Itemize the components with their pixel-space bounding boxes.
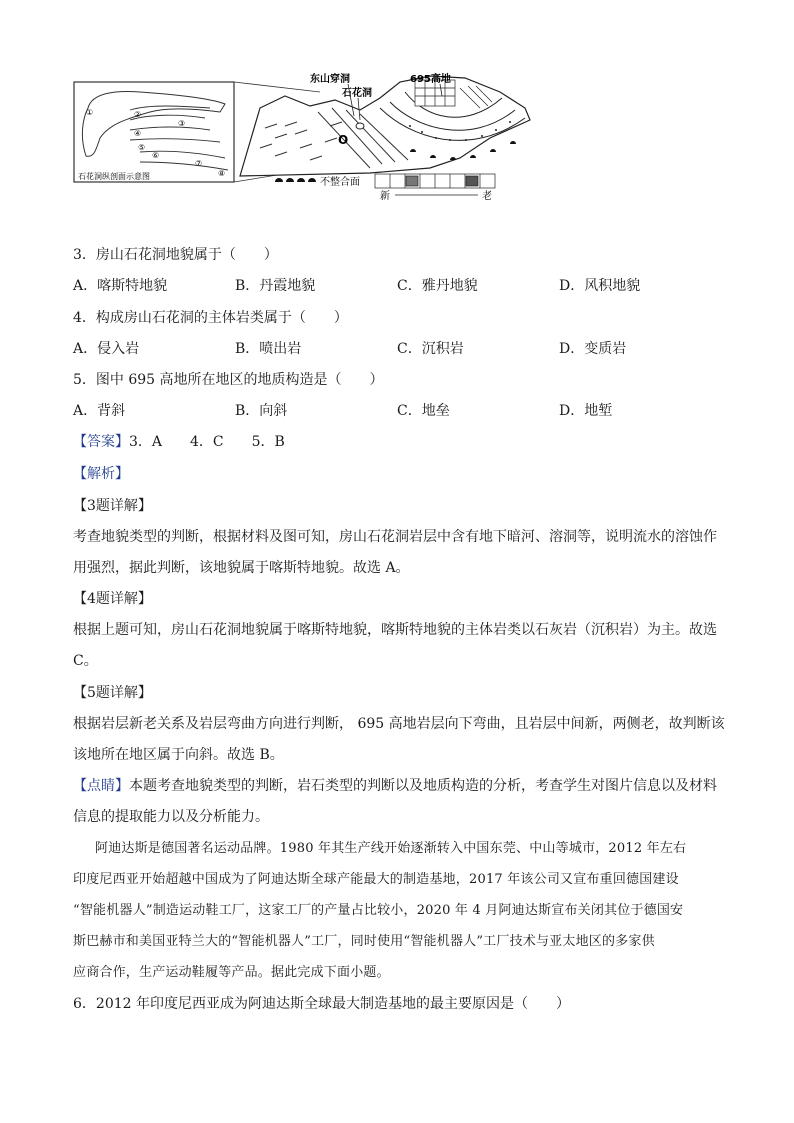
unconformity-legend [275, 178, 316, 182]
d3-line1: 考查地貌类型的判断，根据材料及图可知，房山石花洞岩层中含有地下暗河、溶洞等，说明流水的溶蚀作 [73, 529, 717, 545]
d4-line2: C。 [73, 653, 98, 669]
d4-tag: 【4题详解】 [73, 591, 152, 607]
dianjing-tag: 【点睛】 [73, 778, 129, 794]
dianjing-line1 [73, 777, 717, 795]
inset-num-6: ⑥ [152, 151, 160, 160]
inset-num-2: ② [134, 110, 142, 119]
q4-option-c[interactable]: C．沉积岩 [397, 341, 464, 357]
material-line3: “智能机器人”制造运动鞋工厂，这家工厂的产量占比较小，2020 年 4 月阿迪达斯宣布关闭其位于德国安 [73, 903, 684, 918]
inset-num-4: ④ [134, 129, 142, 138]
dianjing-line2: 信息的提取能力以及分析能力。 [73, 809, 269, 825]
legend-unconformity: 不整合面 [320, 177, 360, 188]
inset-caption: 石花洞纵剖面示意图 [78, 172, 150, 181]
q3-option-a[interactable]: A．喀斯特地貌 [73, 278, 168, 294]
q4-option-d[interactable]: D．变质岩 [559, 341, 627, 357]
analysis-tag: 【解析】 [73, 466, 129, 482]
dianjing-text1: 本题考查地貌类型的判断，岩石类型的判断以及地质构造的分析，考查学生对图片信息以及材料 [129, 778, 717, 794]
q6-stem: 6．2012 年印度尼西亚成为阿迪达斯全球最大制造基地的最主要原因是（ ） [73, 996, 570, 1012]
q4-option-a[interactable]: A．侵入岩 [73, 341, 140, 357]
legend-new: 新 [380, 191, 390, 202]
material-line1: 阿迪达斯是德国著名运动品牌。1980 年其生产线开始逐渐转入中国东莞、中山等城市，2012 年左右 [95, 841, 687, 856]
d5-tag: 【5题详解】 [73, 685, 152, 701]
inset-num-8: ⑧ [218, 169, 226, 178]
material-line4: 斯巴赫市和美国亚特兰大的“智能机器人”工厂，同时使用“智能机器人”工厂技术与亚太地区的多家供 [73, 934, 655, 949]
material-line2: 印度尼西亚开始超越中国成为了阿迪达斯全球产能最大的制造基地，2017 年该公司又宣布重回德国建设 [73, 872, 679, 887]
d3-tag: 【3题详解】 [73, 498, 152, 514]
q5-option-c[interactable]: C．地垒 [397, 403, 450, 419]
label-dongshan: 东山穿洞 [310, 74, 350, 85]
d3-line2: 用强烈，据此判断，该地貌属于喀斯特地貌。故选 A。 [73, 560, 410, 576]
q5-option-d[interactable]: D．地堑 [559, 403, 613, 419]
inset-num-5: ⑤ [138, 143, 146, 152]
q5-stem: 5．图中 695 高地所在地区的地质构造是（ ） [73, 372, 384, 388]
answer-text: 3．A 4．C 5．B [129, 434, 285, 450]
inset-num-3: ③ [178, 119, 186, 128]
geology-figure [70, 68, 540, 203]
q4-option-b[interactable]: B．喷出岩 [235, 341, 302, 357]
answer-line [73, 433, 285, 451]
d5-line2: 该地所在地区属于向斜。故选 B。 [73, 747, 284, 763]
strata-legend [375, 174, 495, 188]
label-shihua: 石花洞 [342, 88, 372, 99]
label-O: O [338, 133, 349, 147]
answer-tag: 【答案】 [73, 434, 129, 450]
legend-old: 老 [482, 191, 492, 202]
q3-option-c[interactable]: C．雅丹地貌 [397, 278, 478, 294]
q5-option-b[interactable]: B．向斜 [235, 403, 288, 419]
d4-line1: 根据上题可知，房山石花洞地貌属于喀斯特地貌，喀斯特地貌的主体岩类以石灰岩（沉积岩）为主。故选 [73, 622, 717, 638]
inset-num-7: ⑦ [195, 159, 203, 168]
material-line5: 应商合作，生产运动鞋履等产品。据此完成下面小题。 [73, 965, 390, 980]
label-695: 695高地 [410, 74, 451, 85]
d5-line1: 根据岩层新老关系及岩层弯曲方向进行判断， 695 高地岩层向下弯曲，且岩层中间新，两侧老，故判断该 [73, 716, 725, 732]
q3-option-d[interactable]: D．风积地貌 [559, 278, 641, 294]
q4-stem: 4．构成房山石花洞的主体岩类属于（ ） [73, 310, 348, 326]
q3-stem: 3．房山石花洞地貌属于（ ） [73, 247, 278, 263]
q5-option-a[interactable]: A．背斜 [73, 403, 126, 419]
q3-option-b[interactable]: B．丹霞地貌 [235, 278, 316, 294]
inset-num-1: ① [86, 108, 94, 117]
